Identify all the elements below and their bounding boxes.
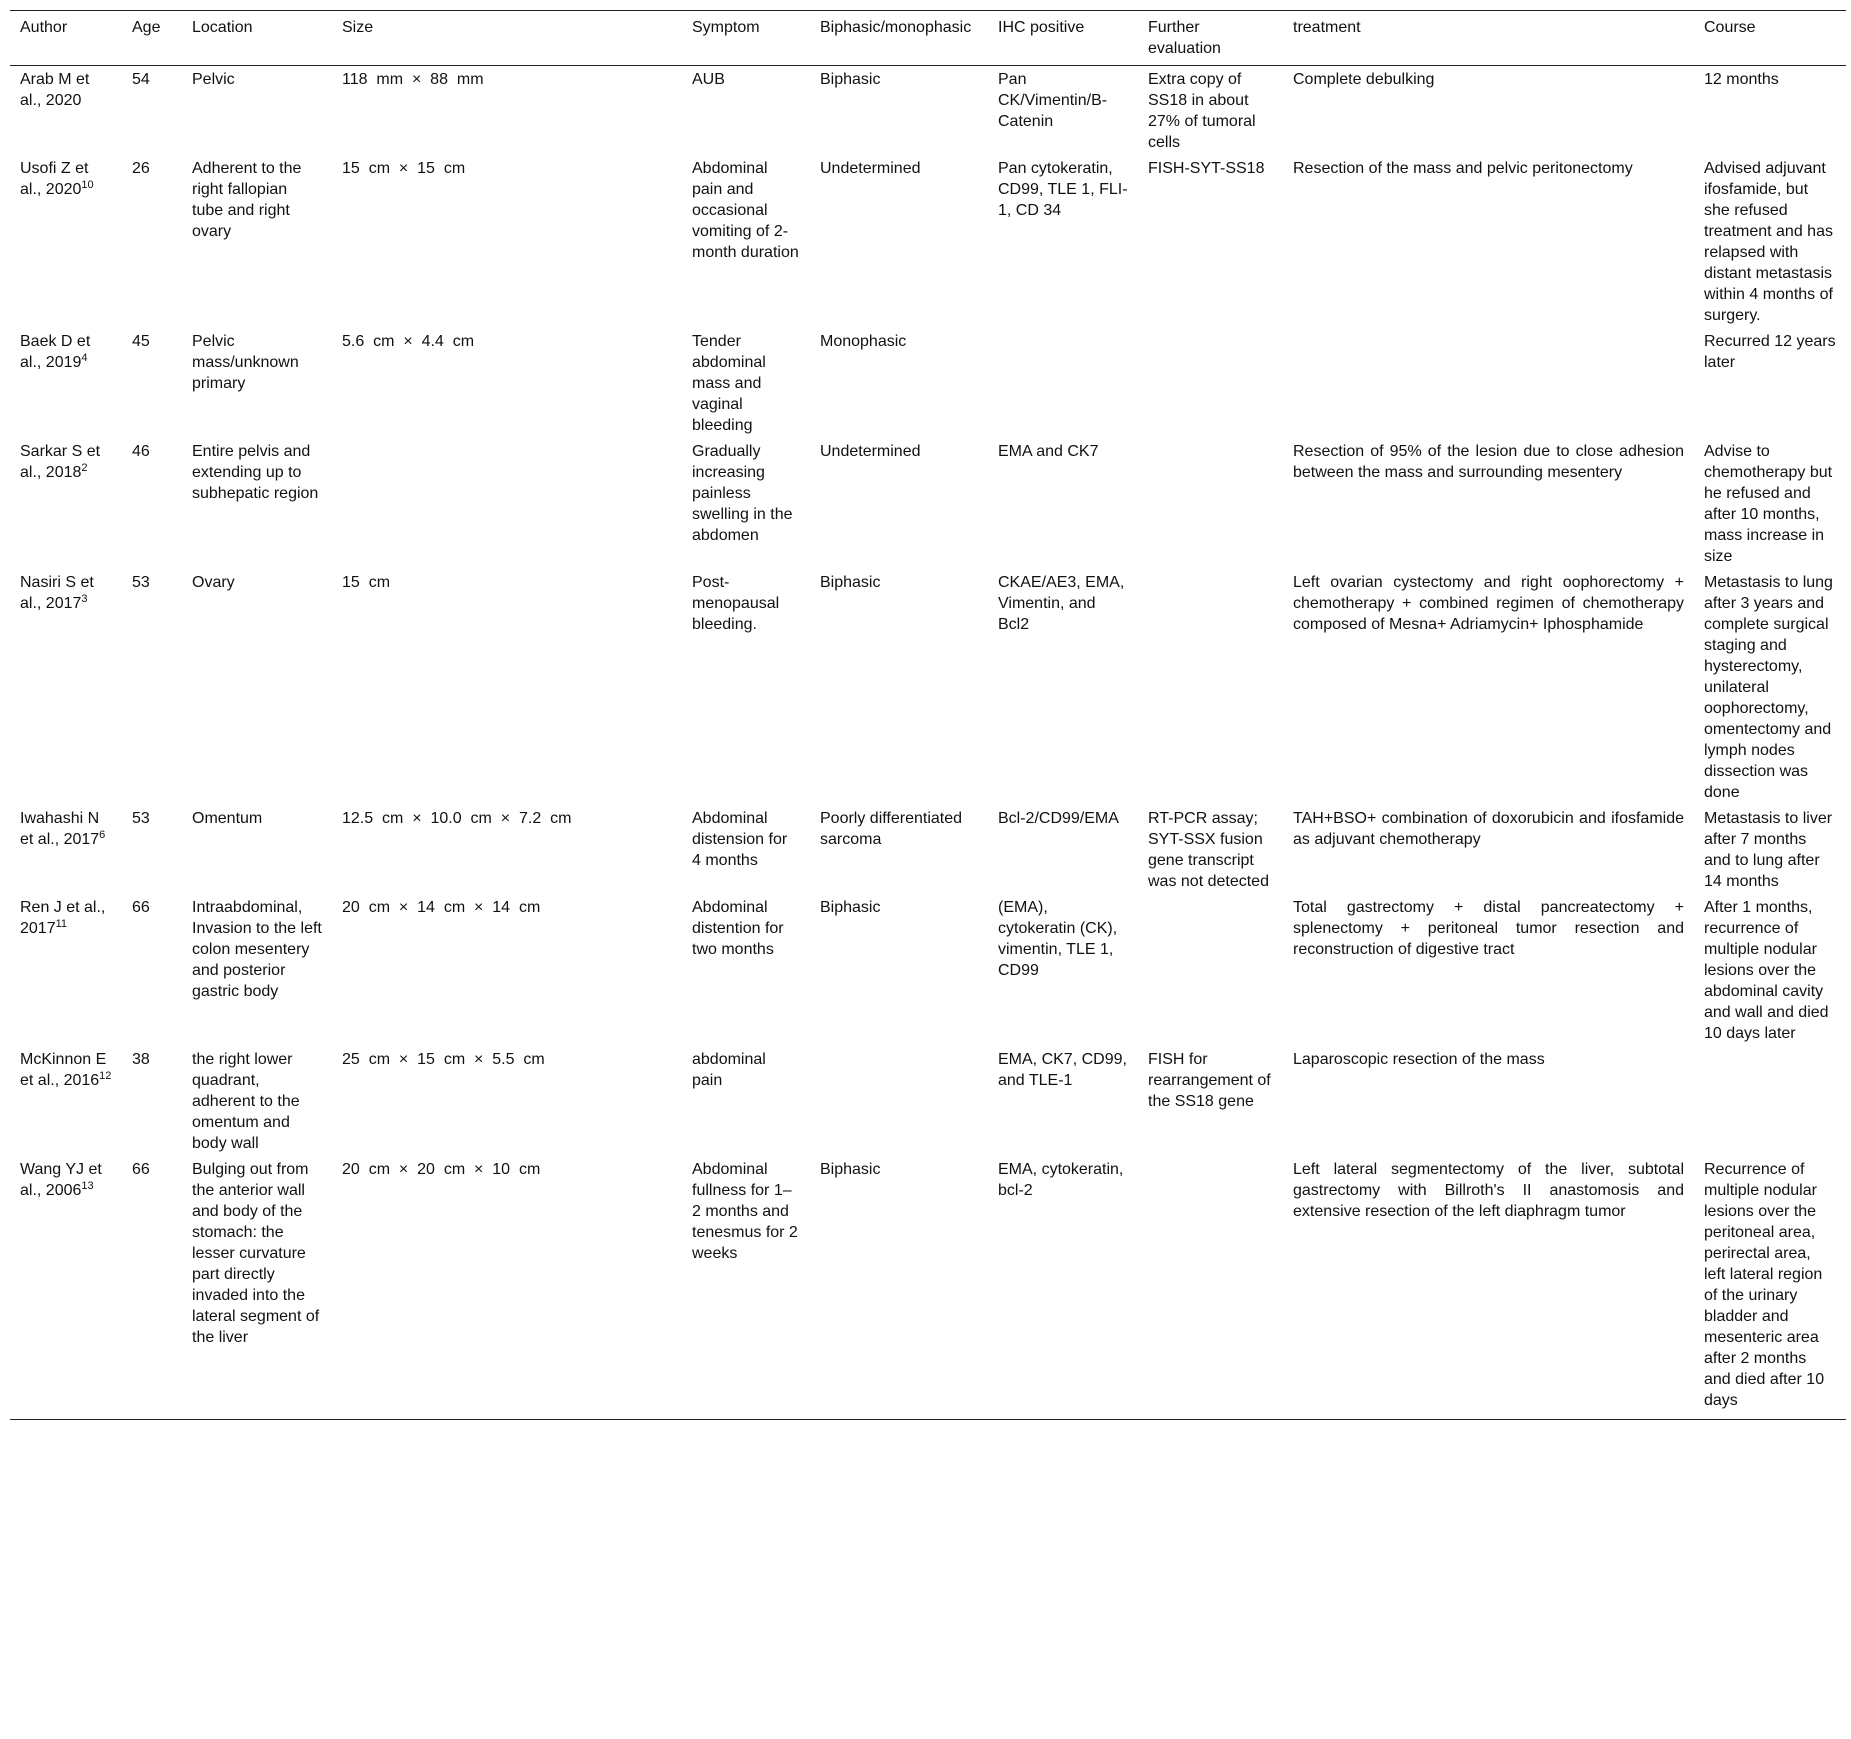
- cell-ihc: (EMA), cytokeratin (CK), vimentin, TLE 1, CD99: [998, 899, 1118, 979]
- cell-ihc: [988, 328, 1138, 438]
- cell-phasic: Poorly differentiated sarcoma: [820, 810, 963, 848]
- cell-course: Metastasis to liver after 7 months and to lung after 14 months: [1704, 810, 1833, 890]
- cell-age: 46: [132, 443, 150, 460]
- cell-phasic: Biphasic: [810, 1156, 988, 1420]
- cell-treatment: Total gastrectomy + distal pancreatectomy + splenectomy + peritoneal tumor resection and reconstruction of digestive tract: [1293, 899, 1684, 958]
- cell-symptom: Post-menopausal bleeding.: [692, 574, 780, 633]
- cell-further-evaluation: [1138, 328, 1283, 438]
- header-location: Location: [182, 11, 332, 66]
- cell-location: Ovary: [192, 574, 235, 591]
- table-row: [10, 805, 1846, 894]
- cell-author: Nasiri S et al., 2017$^3$: [20, 574, 94, 612]
- cell-author: Baek D et al., 2019$^4$: [20, 333, 91, 371]
- cell-age: 53: [132, 574, 150, 591]
- reference-number: 13: [81, 1180, 94, 1192]
- cell-symptom: Gradually increasing painless swelling in the abdomen: [692, 443, 793, 544]
- cell-age: 66: [122, 1156, 182, 1420]
- cell-author: McKinnon E et al., 2016$^{12}$: [20, 1051, 112, 1089]
- cell-course: [1694, 1046, 1846, 1156]
- cell-treatment: Laparoscopic resection of the mass: [1293, 1051, 1545, 1068]
- cell-phasic: Undetermined: [820, 443, 921, 460]
- reference-number: 10: [81, 179, 94, 191]
- table-row: [10, 438, 1846, 569]
- cell-course: After 1 months, recurrence of multiple nodular lesions over the abdominal cavity and wall and died 10 days later: [1704, 899, 1829, 1042]
- table-header: [10, 11, 1846, 66]
- cell-location: Pelvic mass/unknown primary: [192, 333, 299, 392]
- cell-ihc: EMA, CK7, CD99, and TLE-1: [998, 1051, 1127, 1089]
- header-row: [10, 11, 1846, 66]
- table-row: [10, 1156, 1846, 1420]
- table-row: [10, 1046, 1846, 1156]
- cell-symptom: Tender abdominal mass and vaginal bleeding: [692, 333, 766, 434]
- cell-location: the right lower quadrant, adherent to the omentum and body wall: [192, 1051, 300, 1152]
- table-body: [10, 66, 1846, 1420]
- cell-symptom: abdominal pain: [692, 1051, 766, 1089]
- reference-number: 6: [99, 829, 106, 841]
- cell-phasic: Biphasic: [820, 899, 881, 916]
- cell-treatment: [1283, 328, 1694, 438]
- cell-size: [332, 438, 682, 569]
- header-treatment: treatment: [1283, 11, 1694, 66]
- cell-course: Recurrence of multiple nodular lesions over the peritoneal area, perirectal area, left lateral region of the urinary bladder and mesenteric area after 2 months and died after 10 days: [1694, 1156, 1846, 1420]
- table-row: [10, 894, 1846, 1046]
- cell-symptom: Abdominal distention for two months: [692, 899, 784, 958]
- cell-size: 15 cm × 15 cm: [342, 160, 466, 177]
- cell-age: 53: [132, 810, 150, 827]
- reference-number: 2: [81, 462, 88, 474]
- cell-ihc: EMA and CK7: [998, 443, 1099, 460]
- reference-number: 11: [55, 918, 68, 930]
- cell-age: 66: [132, 899, 150, 916]
- table-row: [10, 569, 1846, 805]
- cell-further-evaluation: FISH-SYT-SS18: [1148, 160, 1265, 177]
- cell-course: Recurred 12 years later: [1704, 333, 1836, 371]
- literature-table-container: [10, 10, 1846, 1420]
- cell-symptom: Abdominal fullness for 1–2 months and tenesmus for 2 weeks: [682, 1156, 810, 1420]
- cell-author: Arab M et al., 2020: [20, 71, 90, 109]
- cell-treatment: Resection of the mass and pelvic peritonectomy: [1293, 160, 1633, 177]
- cell-treatment: TAH+BSO+ combination of doxorubicin and ifosfamide as adjuvant chemotherapy: [1293, 810, 1684, 848]
- cell-location: Intraabdominal, Invasion to the left colon mesentery and posterior gastric body: [192, 899, 322, 1000]
- cell-symptom: AUB: [692, 71, 725, 88]
- cell-author: Iwahashi N et al., 2017$^6$: [20, 810, 106, 848]
- cell-size: 25 cm × 15 cm × 5.5 cm: [342, 1051, 545, 1068]
- reference-number: 12: [99, 1070, 112, 1082]
- cell-treatment: Left ovarian cystectomy and right oophorectomy + chemotherapy + combined regimen of chemotherapy composed of Mesna+ Adriamycin+ Iphosphamide: [1293, 574, 1684, 633]
- cell-phasic: Monophasic: [820, 333, 907, 350]
- cell-further-evaluation: [1138, 1156, 1283, 1420]
- cell-further-evaluation: RT-PCR assay; SYT-SSX fusion gene transcript was not detected: [1148, 810, 1269, 890]
- cell-further-evaluation: Extra copy of SS18 in about 27% of tumoral cells: [1148, 71, 1256, 151]
- header-course: Course: [1694, 11, 1846, 66]
- cell-phasic: [810, 1046, 988, 1156]
- table-row: [10, 328, 1846, 438]
- cell-further-evaluation: [1138, 438, 1283, 569]
- cell-location: Bulging out from the anterior wall and body of the stomach: the lesser curvature part directly invaded into the lateral segment of the liver: [182, 1156, 332, 1420]
- header-ihc: IHC positive: [988, 11, 1138, 66]
- cell-location: Pelvic: [192, 71, 235, 88]
- cell-treatment: Resection of 95% of the lesion due to close adhesion between the mass and surrounding mesentery: [1293, 443, 1684, 481]
- reference-number: 4: [81, 352, 88, 364]
- cell-phasic: Biphasic: [820, 71, 881, 88]
- cell-ihc: Bcl-2/CD99/EMA: [998, 810, 1119, 827]
- cell-location: Adherent to the right fallopian tube and right ovary: [192, 160, 302, 240]
- reference-number: 3: [81, 593, 88, 605]
- cell-size: 5.6 cm × 4.4 cm: [342, 333, 475, 350]
- cell-phasic: Biphasic: [820, 574, 881, 591]
- table-row: [10, 66, 1846, 156]
- cell-phasic: Undetermined: [820, 160, 921, 177]
- cell-further-evaluation: FISH for rearrangement of the SS18 gene: [1148, 1051, 1271, 1110]
- cell-size: 20 cm × 20 cm × 10 cm: [332, 1156, 682, 1420]
- cell-ihc: Pan cytokeratin, CD99, TLE 1, FLI-1, CD 34: [998, 160, 1128, 219]
- cell-symptom: Abdominal distension for 4 months: [692, 810, 788, 869]
- cell-treatment: Complete debulking: [1293, 71, 1435, 88]
- cell-author: Ren J et al., 2017$^{11}$: [20, 899, 106, 937]
- cell-location: Omentum: [192, 810, 263, 827]
- cell-course: 12 months: [1704, 71, 1779, 88]
- header-symptom: Symptom: [682, 11, 810, 66]
- table-row: [10, 155, 1846, 328]
- cell-size: 20 cm × 14 cm × 14 cm: [342, 899, 541, 916]
- header-author: Author: [10, 11, 122, 66]
- cell-author: Wang YJ et al., 2006$^{13}$: [10, 1156, 122, 1420]
- cell-course: Metastasis to lung after 3 years and complete surgical staging and hysterectomy, unilateral oophorectomy, omentectomy and lymph nodes dissection was done: [1704, 574, 1833, 801]
- cell-size: 118 mm × 88 mm: [342, 71, 484, 88]
- cell-age: 26: [132, 160, 150, 177]
- cell-further-evaluation: [1138, 569, 1283, 805]
- cell-further-evaluation: [1138, 894, 1283, 1046]
- header-further-evaluation: Further evaluation: [1138, 11, 1283, 66]
- header-size: Size: [332, 11, 682, 66]
- header-phasic: Biphasic/monophasic: [810, 11, 988, 66]
- header-age: Age: [122, 11, 182, 66]
- cell-age: 54: [132, 71, 150, 88]
- cell-author: Sarkar S et al., 2018$^2$: [20, 443, 101, 481]
- cell-ihc: EMA, cytokeratin, bcl-2: [988, 1156, 1138, 1420]
- cell-location: Entire pelvis and extending up to subhepatic region: [192, 443, 319, 502]
- cell-ihc: Pan CK/Vimentin/B-Catenin: [998, 71, 1108, 130]
- cell-ihc: CKAE/AE3, EMA, Vimentin, and Bcl2: [998, 574, 1125, 633]
- cell-author: Usofi Z et al., 2020$^{10}$: [20, 160, 94, 198]
- cell-treatment: Left lateral segmentectomy of the liver, subtotal gastrectomy with Billroth's II anastomosis and extensive resection of the left diaphragm tumor: [1283, 1156, 1694, 1420]
- cell-age: 38: [132, 1051, 150, 1068]
- cell-course: Advise to chemotherapy but he refused and after 10 months, mass increase in size: [1704, 443, 1833, 565]
- literature-review-table: [10, 10, 1846, 1420]
- cell-size: 15 cm: [342, 574, 391, 591]
- cell-course: Advised adjuvant ifosfamide, but she refused treatment and has relapsed with distant metastasis within 4 months of surgery.: [1704, 160, 1833, 324]
- cell-symptom: Abdominal pain and occasional vomiting of 2-month duration: [692, 160, 799, 261]
- cell-age: 45: [132, 333, 150, 350]
- cell-size: 12.5 cm × 10.0 cm × 7.2 cm: [342, 810, 572, 827]
